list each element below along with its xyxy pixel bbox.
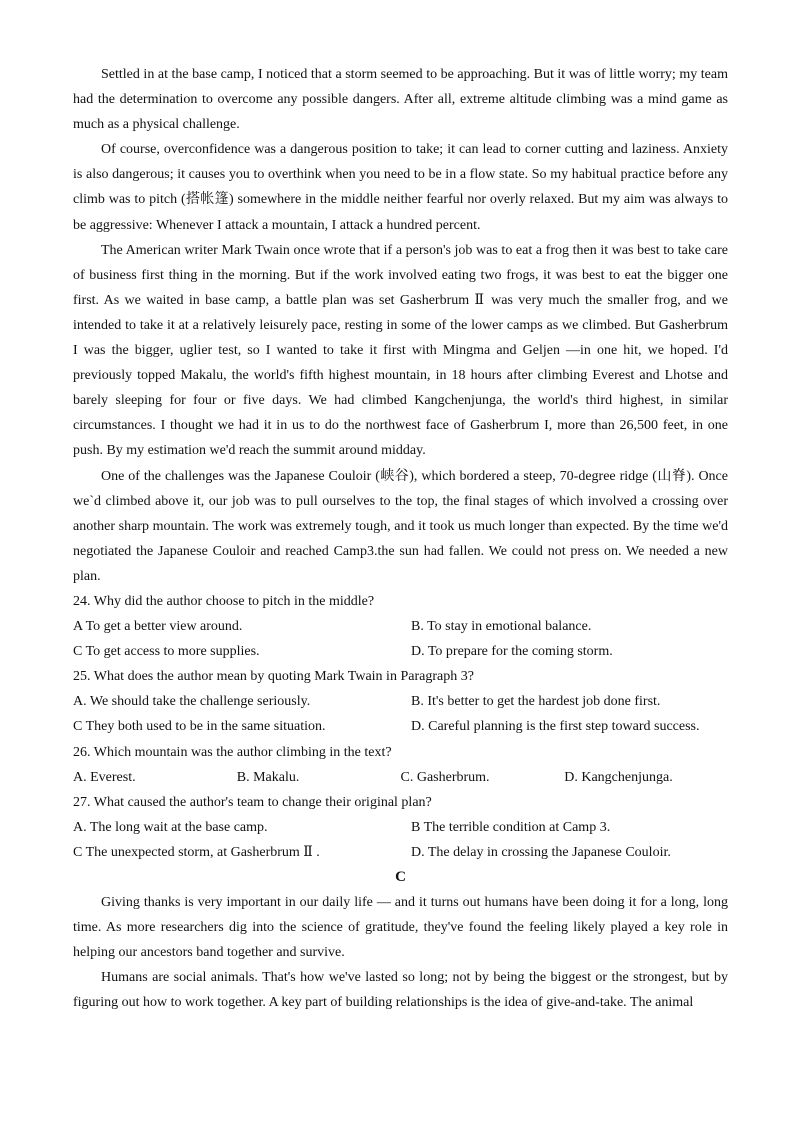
option-b: B The terrible condition at Camp 3. xyxy=(411,819,611,835)
option-row xyxy=(73,689,728,714)
option-row xyxy=(73,765,728,790)
question-stem: 25. What does the author mean by quoting Mark Twain in Paragraph 3? xyxy=(73,669,474,685)
option-b: B. Makalu. xyxy=(236,769,300,785)
question-27 xyxy=(73,790,728,865)
option-row xyxy=(73,840,728,865)
option-row xyxy=(73,639,728,664)
option-d: D. The delay in crossing the Japanese Couloir. xyxy=(411,844,671,860)
passage-paragraph-4: One of the challenges was the Japanese Couloir (峡谷), which bordered a steep, 70-degree ridge (山脊). Once we`d climbed above it, our job was to pull ourselves to the top, the final stages of which involved a crossing over another sharp mountain. The work was extremely tough, and it took us much longer than expected. By the time we'd negotiated the Japanese Couloir and reached Camp3.the sun had fallen. We could not press on. We needed a new plan. xyxy=(73,468,728,584)
question-stem: 26. Which mountain was the author climbing in the text? xyxy=(73,744,392,760)
passage-paragraph-2: Of course, overconfidence was a dangerous position to take; it can lead to corner cutting and laziness. Anxiety is also dangerous; it causes you to overthink when you need to be in a flow state. So my habitual practice before any climb was to pitch (搭帐篷) somewhere in the middle neither fearful nor overly relaxed. But my aim was always to be aggressive: Whenever I attack a mountain, I attack a hundred percent. xyxy=(73,142,728,233)
question-stem: 24. Why did the author choose to pitch in the middle? xyxy=(73,593,375,609)
option-b: B. It's better to get the hardest job done first. xyxy=(411,694,661,710)
option-row xyxy=(73,714,728,739)
question-25 xyxy=(73,664,728,739)
section-c-paragraph-2: Humans are social animals. That's how we've lasted so long; not by being the biggest or the strongest, but by figuring out how to work together. A key part of building relationships is the idea of give-and-take. The animal xyxy=(73,970,728,1011)
passage-paragraph-1: Settled in at the base camp, I noticed that a storm seemed to be approaching. But it was of little worry; my team had the determination to overcome any possible dangers. After all, extreme altitude climbing was a mind game as much as a physical challenge. xyxy=(73,67,728,133)
option-a: A. The long wait at the base camp. xyxy=(73,819,268,835)
section-c-paragraph-1: Giving thanks is very important in our daily life — and it turns out humans have been doing it for a long, long time. As more researchers dig into the science of gratitude, they've found the feeling likely played a key role in helping our ancestors band together and survive. xyxy=(73,895,728,961)
option-c: C They both used to be in the same situation. xyxy=(73,719,326,735)
option-a: A. Everest. xyxy=(73,769,136,785)
section-c-heading: C xyxy=(395,869,406,885)
option-row xyxy=(73,614,728,639)
document-page xyxy=(73,62,728,1015)
option-a: A. We should take the challenge seriously. xyxy=(73,694,311,710)
question-26 xyxy=(73,740,728,790)
option-b: B. To stay in emotional balance. xyxy=(411,619,592,635)
option-d: D. Careful planning is the first step toward success. xyxy=(411,719,700,735)
option-d: D. Kangchenjunga. xyxy=(564,769,673,785)
question-24 xyxy=(73,589,728,664)
option-c: C The unexpected storm, at Gasherbrum Ⅱ . xyxy=(73,844,320,860)
question-stem: 27. What caused the author's team to change their original plan? xyxy=(73,794,432,810)
option-row xyxy=(73,815,728,840)
passage-paragraph-3: The American writer Mark Twain once wrote that if a person's job was to eat a frog then it was best to take care of business first thing in the morning. But if the work involved eating two frogs, it was best to eat the bigger one first. As we waited in base camp, a battle plan was set Gasherbrum Ⅱ was very much the smaller frog, and we intended to take it at a relatively leisurely pace, resting in some of the lower camps as we climbed. But Gasherbrum I was the bigger, uglier test, so I wanted to take it first with Mingma and Geljen —in one hit, we hoped. I'd previously topped Makalu, the world's fifth highest mountain, in 18 hours after climbing Everest and Lhotse and barely sleeping for four or five days. We had climbed Kangchenjunga, the world's third highest, in similar circumstances. I thought we had it in us to do the northwest face of Gasherbrum I, more than 26,500 feet, in one push. By my estimation we'd reach the summit around midday. xyxy=(73,242,728,459)
option-d: D. To prepare for the coming storm. xyxy=(411,644,613,660)
option-c: C. Gasherbrum. xyxy=(400,769,490,785)
option-a: A To get a better view around. xyxy=(73,619,243,635)
option-c: C To get access to more supplies. xyxy=(73,644,260,660)
